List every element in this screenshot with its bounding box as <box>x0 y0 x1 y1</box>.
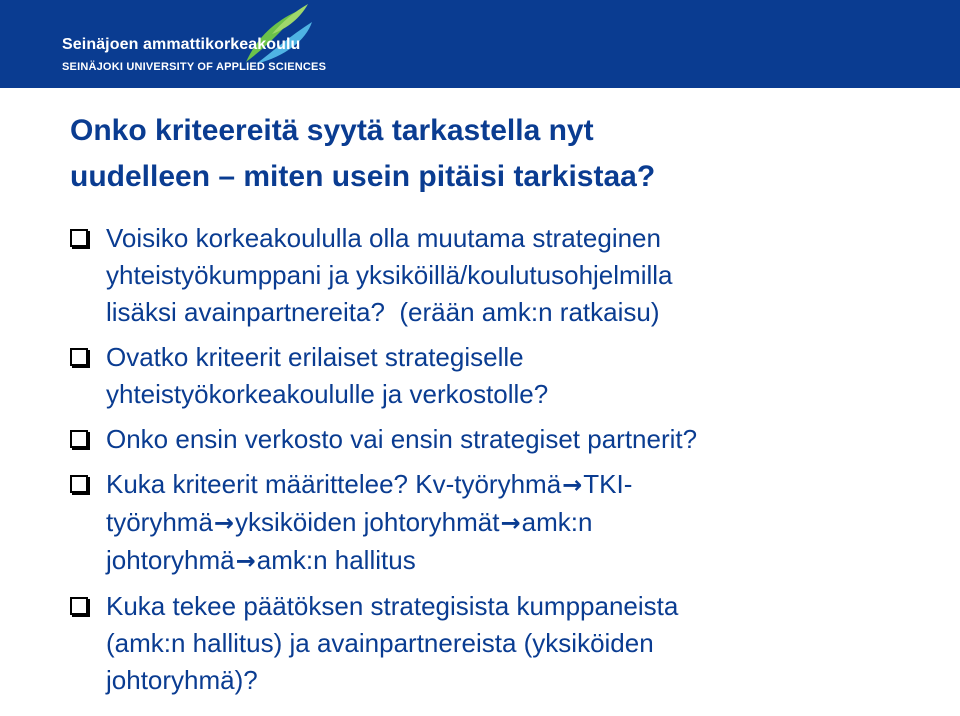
leaf-logo-icon <box>242 0 314 66</box>
bullet-text: työryhmä <box>106 507 213 537</box>
right-arrow-icon: → <box>500 509 521 537</box>
bullet-item <box>70 421 940 458</box>
bullet-line: Kuka tekee päätöksen strategisista kumppaneista <box>106 591 679 621</box>
checkbox-icon <box>70 348 88 366</box>
org-name: Seinäjoen ammattikorkeakoulu <box>62 36 301 53</box>
bullet-list <box>70 220 940 707</box>
checkbox-icon <box>70 475 88 493</box>
bullet-item <box>70 588 940 699</box>
bullet-text: yksiköiden johtoryhmät <box>235 507 500 537</box>
bullet-line: Onko ensin verkosto vai ensin strategiset partnerit? <box>106 424 698 454</box>
bullet-text: Kuka kriteerit määrittelee? Kv-työryhmä <box>106 469 562 499</box>
slide-content <box>0 88 960 716</box>
right-arrow-icon: → <box>562 471 583 499</box>
bullet-text: TKI- <box>583 469 633 499</box>
slide-title-line-1: Onko kriteereitä syytä tarkastella nyt <box>70 114 594 147</box>
slide-title-line-2: uudelleen – miten usein pitäisi tarkistaa? <box>70 160 656 193</box>
bullet-line <box>106 542 940 580</box>
bullet-line: yhteistyökumppani ja yksiköillä/koulutusohjelmilla <box>106 260 673 290</box>
bullet-text: amk:n <box>521 507 593 537</box>
slide-title <box>70 108 930 200</box>
bullet-line: (amk:n hallitus) ja avainpartnereista (yksiköiden <box>106 628 654 658</box>
bullet-line: johtoryhmä)? <box>106 665 258 695</box>
checkbox-icon <box>70 229 88 247</box>
bullet-line <box>106 504 940 542</box>
bullet-item <box>70 339 940 413</box>
bullet-line: lisäksi avainpartnereita? (erään amk:n ratkaisu) <box>106 297 660 327</box>
bullet-text: johtoryhmä <box>106 545 235 575</box>
bullet-item <box>70 220 940 331</box>
right-arrow-icon: → <box>235 547 256 575</box>
org-name-english: SEINÄJOKI UNIVERSITY OF APPLIED SCIENCES <box>62 61 327 73</box>
header-banner <box>0 0 960 88</box>
bullet-line: yhteistyökorkeakoululle ja verkostolle? <box>106 379 549 409</box>
bullet-line: Voisiko korkeakoululla olla muutama strateginen <box>106 223 661 253</box>
right-arrow-icon: → <box>213 509 235 537</box>
checkbox-icon <box>70 597 88 615</box>
checkbox-icon <box>70 430 88 448</box>
bullet-item <box>70 466 940 580</box>
bullet-text: amk:n hallitus <box>256 545 416 575</box>
bullet-line <box>106 466 940 504</box>
bullet-line: Ovatko kriteerit erilaiset strategiselle <box>106 342 524 372</box>
